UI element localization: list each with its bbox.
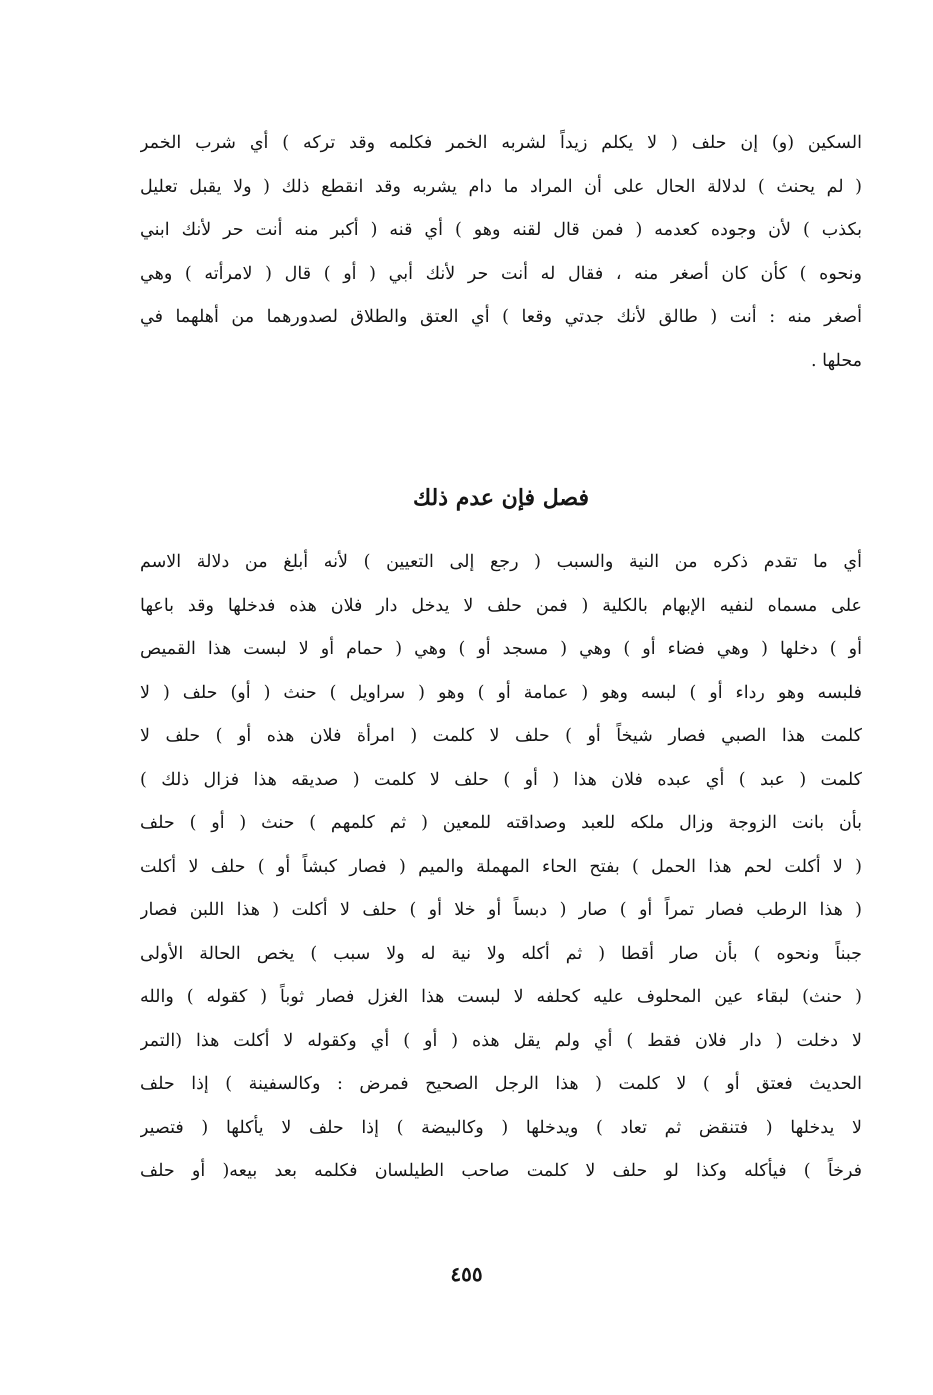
text-line: فلبسه وهو رداء أو ) لبسه وهو ( عمامة أو ) وهو ( سراويل ) حنث ( أو) حلف ( لا: [140, 682, 862, 703]
text-line: بأن بانت الزوجة وزال ملكه للعبد وصداقته للمعين ( ثم كلمهم ) حنث ( أو ) حلف: [140, 813, 862, 833]
text-line: أو ) دخلها ( وهي فضاء أو ) وهي ( مسجد أو ) وهي ( حمام أو لا لبست هذا القميص: [140, 639, 862, 659]
text-line: لا يدخلها ( فتنقض ثم تعاد ) ويدخلها ( وكالبيضة ) إذا حلف لا يأكلها ( فتصير: [140, 1117, 862, 1138]
text-line: ( لا أكلت لحم هذا الحمل ) بفتح الحاء المهملة والميم ( فصار كبشاً أو ) حلف لا أكلت: [140, 856, 862, 877]
text-line: لا دخلت ( دار فلان فقط ) أي ولم يقل هذه ( أو ) أي وكقوله لا أكلت هذا (التمر: [140, 1030, 862, 1051]
section-heading: فصل فإن عدم ذلك: [413, 485, 589, 511]
text-line: ( حنث) لبقاء عين المحلوف عليه كحلفه لا لبست هذا الغزل فصار ثوباً ( كقوله ) والله: [140, 987, 862, 1007]
text-line: على مسماه لنفيه الإبهام بالكلية ( فمن حلف لا يدخل دار فلان هذه فدخلها وقد باعها: [140, 595, 862, 616]
text-line: فرخاً ) فيأكله وكذا لو حلف لا كلمت صاحب الطيلسان فكلمه بعد بيعه( أو حلف: [140, 1161, 862, 1181]
text-line: أي ما تقدم ذكره من النية والسبب ( رجع إلى التعيين ) لأنه أبلغ من دلالة الاسم: [140, 552, 862, 572]
text-line: السكين (و) إن حلف ( لا يكلم زيداً لشربه الخمر فكلمه وقد تركه ) أي شرب الخمر: [140, 133, 862, 153]
page-number: ٤٥٥: [450, 1262, 483, 1286]
text-line: أصغر منه : أنت ( طالق لأنك جدتي وقعا ) أي العتق والطلاق لصدورهما من أهلهما في: [140, 307, 862, 327]
top-paragraph: [140, 122, 862, 383]
text-line: ( هذا الرطب فصار تمراً أو ) صار ( دبساً أو خلا أو ) حلف لا أكلت ( هذا اللبن فصار: [140, 900, 862, 920]
text-line: كلمت ( عبد ) أي عبده فلان هذا ( أو ) حلف لا كلمت ( صديقه هذا فزال ذلك ): [140, 769, 862, 790]
text-line: كلمت هذا الصبي فصار شيخاً أو ) حلف لا كلمت ( امرأة فلان هذه أو ) حلف لا: [140, 726, 862, 746]
text-line: ( لم يحنث ) لدلالة الحال على أن المراد ما دام يشربه وقد انقطع ذلك ( ولا يقبل تعليل: [140, 176, 862, 197]
text-line: ونحوه ) كأن كان أصغر منه ، فقال له أنت حر لأنك أبي ( أو ) قال ( لامرأته ) وهي: [140, 263, 862, 284]
section-paragraph: [140, 541, 862, 1194]
text-line: بكذب ) لأن وجوده كعدمه ( فمن قال لقنه وهو ) أي قنه ( أكبر منه أنت حر لأنك ابني: [140, 220, 862, 240]
text-line: محلها .: [811, 350, 862, 371]
text-line: الحديث فعتق أو ) لا كلمت ( هذا الرجل الصحيح فمرض : وكالسفينة ) إذا حلف: [140, 1074, 862, 1094]
text-line: جبناً ونحوه ) بأن صار أقطا ( ثم أكله ولا نية له ولا سبب ) يخص الحالة الأولى: [140, 943, 862, 964]
